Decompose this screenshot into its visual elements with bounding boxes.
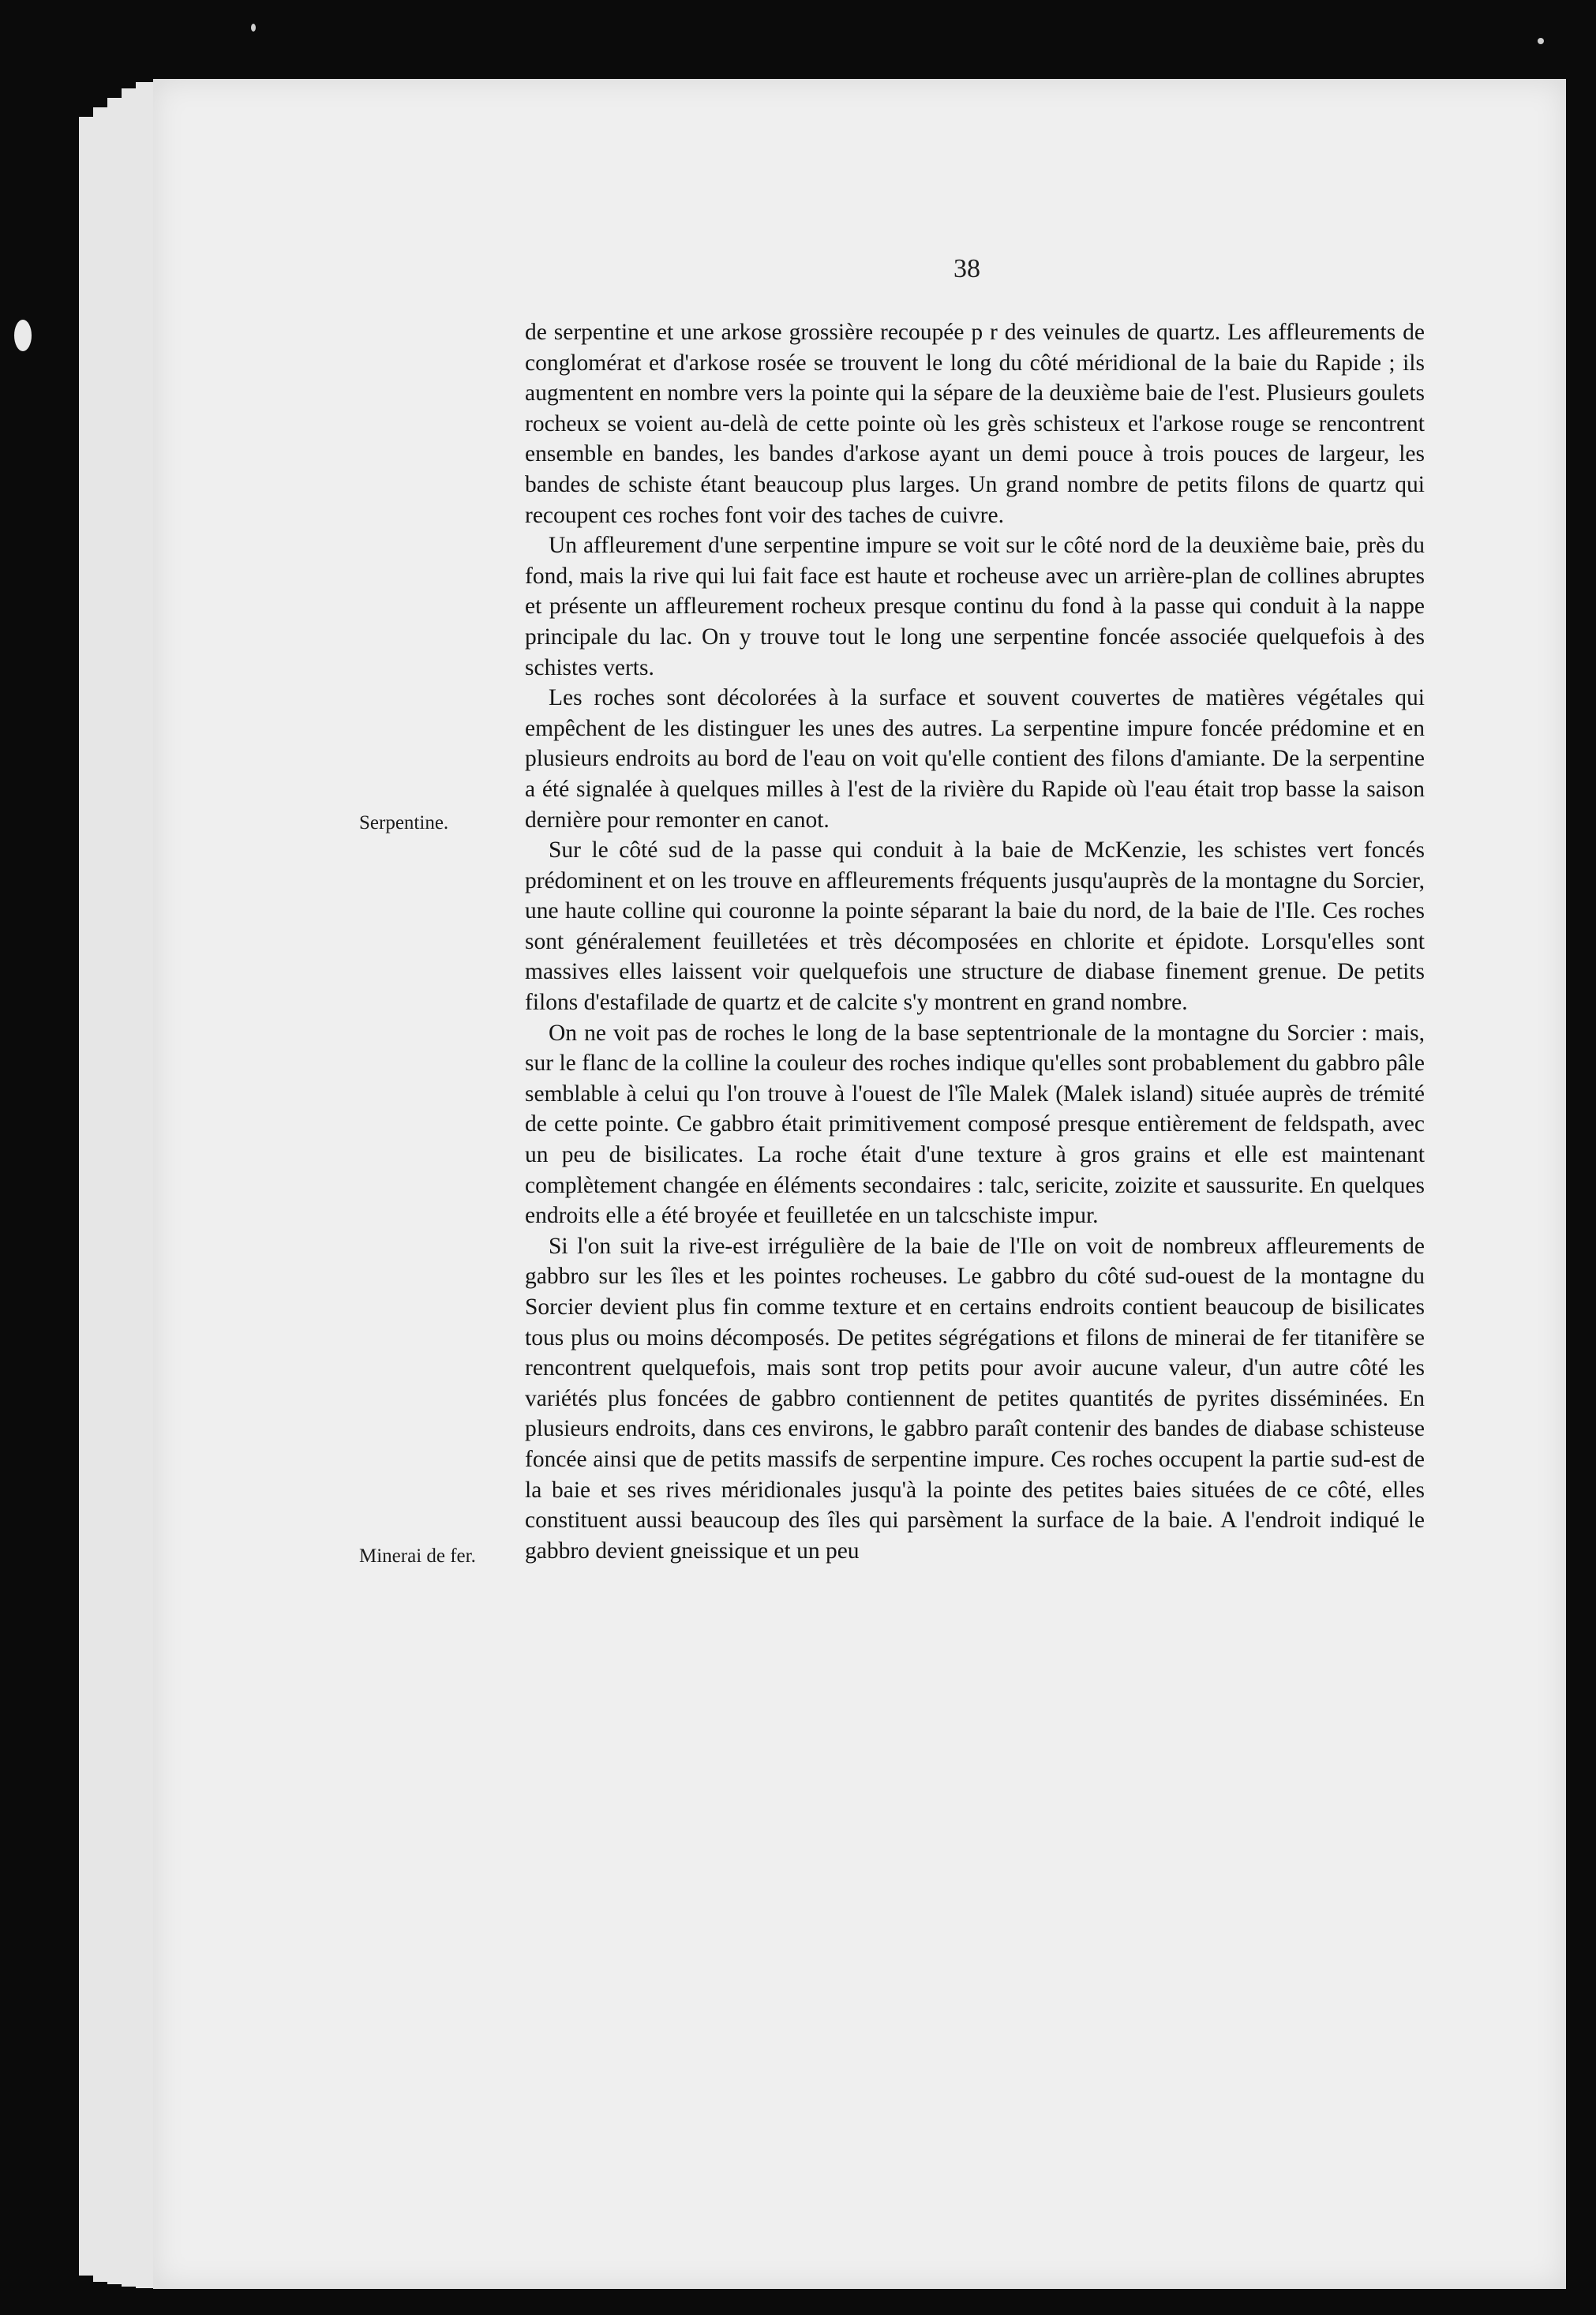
margin-note-serpentine: Serpentine. [359, 812, 449, 833]
paragraph-1: de serpentine et une arkose grossière recoupée p r des veinules de quartz. Les affleurements de conglomérat et d'arkose rosée se trouvent le long du côté méridional de la baie du Rapide ; ils augmentent en nombre vers la pointe qui la sépare de la deuxième baie de l'est. Plusieurs goulets rocheux se voient au-delà de cette pointe où les grès schisteux et l'arkose rouge se rencontrent ensemble en bandes, les bandes d'arkose ayant un demi pouce à trois pouces de largeur, les bandes de schiste étant beaucoup plus larges. Un grand nombre de petits filons de quartz qui recoupent ces roches font voir des taches de cuivre. [525, 320, 1425, 528]
paragraph-2: Un affleurement d'une serpentine impure se voit sur le côté nord de la deuxième baie, près du fond, mais la rive qui lui fait face est haute et rocheuse avec un arrière-plan de collines abruptes et présente un affleurement rocheux presque continu du fond à la passe qui conduit à la nappe principale du lac. On y trouve tout le long une serpentine foncée associée quelquefois à des schistes verts. [525, 533, 1425, 680]
page-number: 38 [953, 254, 980, 283]
paragraph-4: Sur le côté sud de la passe qui conduit à la baie de McKenzie, les schistes vert foncés prédominent et on les trouve en affleurements fréquents jusqu'auprès de la montagne du Sorcier, une haute colline qui couronne la pointe séparant la baie du nord, de la baie de l'Ile. Ces roches sont généralement feuilletées et très décomposées en chlorite et épidote. Lorsqu'elles sont massives elles laissent voir quelquefois une structure de diabase finement grenue. De petits filons d'estafilade de quartz et de calcite s'y montrent en grand nombre. [525, 837, 1425, 1016]
paragraph-6: Si l'on suit la rive-est irrégulière de la baie de l'Ile on voit de nombreux affleurements de gabbro sur les îles et les pointes rocheuses. Le gabbro du côté sud-ouest de la montagne du Sorcier devient plus fin comme texture et en certains endroits contient beaucoup de bisilicates tous plus ou moins décomposés. De petites ségrégations et filons de minerai de fer titanifère se rencontrent quelquefois, mais sont trop petits pour avoir aucune valeur, d'un autre côté les variétés plus foncées de gabbro contiennent de petites quantités de pyrites disséminées. En plusieurs endroits, dans ces environs, le gabbro paraît contenir des bandes de diabase schisteuse foncée ainsi que de petits massifs de serpentine impure. Ces roches occupent la partie sud-est de la baie et ses rives méridionales jusqu'à la pointe des petites baies situées de ce côté, elles constituent aussi beaucoup des îles qui parsèment la surface de la baie. A l'endroit indiqué le gabbro devient gneissique et un peu [525, 1233, 1425, 1564]
scan-speck [251, 24, 256, 32]
body-text [525, 317, 1425, 1566]
paragraph-5: On ne voit pas de roches le long de la base septentrionale de la montagne du Sorcier : mais, sur le flanc de la colline la couleur des roches indique qu'elles sont probablement du gabbro pâle semblable à celui qu l'on trouve à l'ouest de l'île Malek (Malek island) située auprès de trémité de cette pointe. Ce gabbro était primitivement composé presque entièrement de feldspath, avec un peu de bisilicates. La roche était d'une texture à gros grains et elle est maintenant complètement changée en éléments secondaires : talc, sericite, zoizite et saussurite. En quelques endroits elle a été broyée et feuilletée en un talcschiste impur. [525, 1020, 1425, 1229]
margin-note-minerai-de-fer: Minerai de fer. [359, 1545, 476, 1567]
scan-speck [1538, 38, 1544, 44]
scan-speck [14, 320, 32, 351]
paragraph-3: Les roches sont décolorées à la surface et souvent couvertes de matières végétales qui empêchent de les distinguer les unes des autres. La serpentine impure foncée prédomine et en plusieurs endroits au bord de l'eau on voit qu'elle contient des filons d'amiante. De la serpentine a été signalée à quelques milles à l'est de la rivière du Rapide où l'eau était trop basse la saison dernière pour remonter en canot. [525, 685, 1425, 833]
